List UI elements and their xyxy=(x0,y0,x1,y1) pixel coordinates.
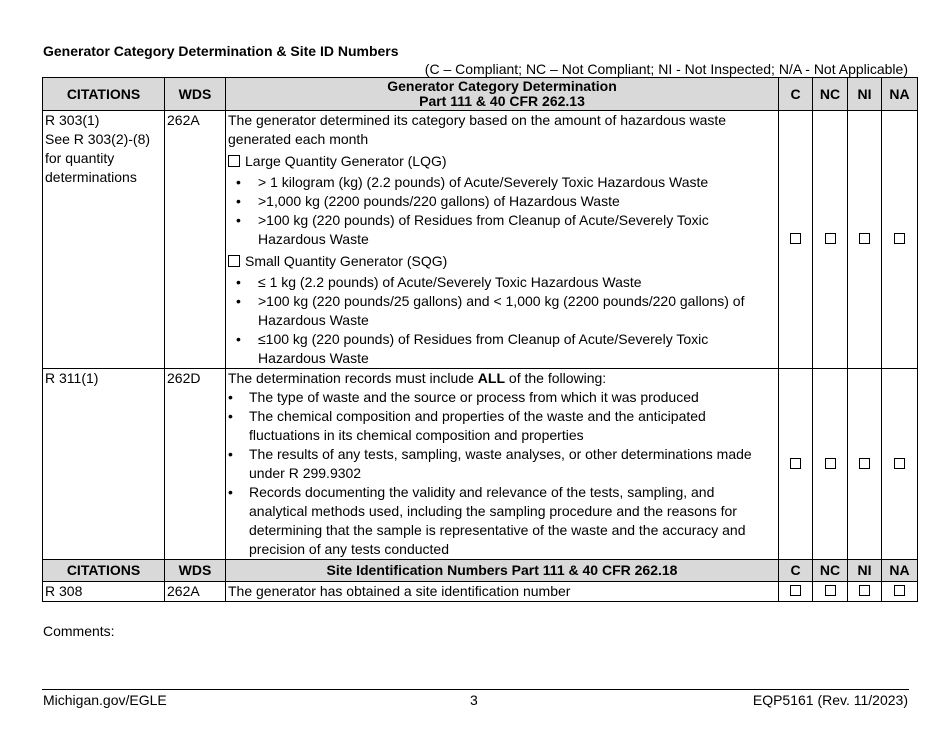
list-item: • >100 kg (220 pounds) of Residues from Cleanup of Acute/Severely Toxic Hazardous Waste xyxy=(228,211,776,249)
col-ni-header: NI xyxy=(848,560,882,582)
row2-ni-checkbox[interactable] xyxy=(859,458,870,469)
col-c-header: C xyxy=(779,560,813,582)
row1-ni-checkbox[interactable] xyxy=(859,233,870,244)
row1-nc-checkbox[interactable] xyxy=(825,233,836,244)
col-na-header: NA xyxy=(882,78,918,111)
row3-wds: 262A xyxy=(165,582,226,602)
row1-citation: R 303(1) See R 303(2)-(8) for quantity determinations xyxy=(43,111,165,369)
footer-divider xyxy=(42,689,909,690)
table-row xyxy=(43,111,918,369)
lqg-label: Large Quantity Generator (LQG) xyxy=(245,153,447,169)
page-number: 3 xyxy=(470,692,478,708)
row2-nc-checkbox[interactable] xyxy=(825,458,836,469)
row2-citation: R 311(1) xyxy=(43,369,165,560)
row3-na-checkbox[interactable] xyxy=(894,585,905,596)
page-title: Generator Category Determination & Site ID Numbers xyxy=(43,43,399,59)
row3-nc-cell xyxy=(813,582,848,602)
row2-ni-cell xyxy=(848,369,882,560)
sqg-criteria-list xyxy=(228,273,776,368)
row1-intro: The generator determined its category based on the amount of hazardous waste generated each month xyxy=(228,112,727,147)
row2-wds: 262D xyxy=(165,369,226,560)
row1-c-checkbox[interactable] xyxy=(790,233,801,244)
row2-nc-cell xyxy=(813,369,848,560)
section1-heading-line1: Generator Category Determination xyxy=(387,78,617,94)
footer-website-link[interactable]: Michigan.gov/EGLE xyxy=(43,692,167,708)
lqg-checkbox[interactable] xyxy=(228,155,240,167)
row1-nc-cell xyxy=(813,111,848,369)
list-item: • The results of any tests, sampling, waste analyses, or other determinations made under R 299.9302 xyxy=(228,445,776,483)
row3-requirement: The generator has obtained a site identification number xyxy=(226,582,779,602)
col-citations-header: CITATIONS xyxy=(43,78,165,111)
sqg-label: Small Quantity Generator (SQG) xyxy=(245,253,448,269)
row2-c-cell xyxy=(779,369,813,560)
section1-header-row xyxy=(43,78,918,111)
row1-na-checkbox[interactable] xyxy=(894,233,905,244)
col-na-header: NA xyxy=(882,560,918,582)
col-c-header: C xyxy=(779,78,813,111)
lqg-criteria-list xyxy=(228,173,776,249)
sqg-option[interactable] xyxy=(228,252,776,271)
list-item: • ≤ 1 kg (2.2 pounds) of Acute/Severely Toxic Hazardous Waste xyxy=(228,273,776,292)
row1-na-cell xyxy=(882,111,918,369)
section2-header-row xyxy=(43,560,918,582)
row3-nc-checkbox[interactable] xyxy=(825,585,836,596)
list-item: • > 1 kilogram (kg) (2.2 pounds) of Acute/Severely Toxic Hazardous Waste xyxy=(228,173,776,192)
row1-requirement xyxy=(226,111,779,369)
row1-wds: 262A xyxy=(165,111,226,369)
status-legend: (C – Compliant; NC – Not Compliant; NI - Not Inspected; N/A - Not Applicable) xyxy=(424,61,908,77)
list-item: • >100 kg (220 pounds/25 gallons) and < 1,000 kg (2200 pounds/220 gallons) of Hazardous Waste xyxy=(228,292,776,330)
row1-c-cell xyxy=(779,111,813,369)
row2-requirement xyxy=(226,369,779,560)
col-nc-header: NC xyxy=(813,78,848,111)
row1-ni-cell xyxy=(848,111,882,369)
row2-na-cell xyxy=(882,369,918,560)
col-nc-header: NC xyxy=(813,560,848,582)
col-wds-header: WDS xyxy=(165,560,226,582)
row2-na-checkbox[interactable] xyxy=(894,458,905,469)
comments-label: Comments: xyxy=(43,623,115,639)
table-row xyxy=(43,369,918,560)
row2-intro: The determination records must include ALL of the following: xyxy=(228,370,607,386)
lqg-option[interactable] xyxy=(228,152,776,171)
records-requirement-list xyxy=(228,388,776,559)
table-row xyxy=(43,582,918,602)
inspection-table xyxy=(42,77,918,602)
list-item: • The type of waste and the source or process from which it was produced xyxy=(228,388,776,407)
row3-na-cell xyxy=(882,582,918,602)
sqg-checkbox[interactable] xyxy=(228,255,240,267)
row3-ni-checkbox[interactable] xyxy=(859,585,870,596)
list-item: • The chemical composition and properties of the waste and the anticipated fluctuations in its chemical composition and properties xyxy=(228,407,776,445)
row2-c-checkbox[interactable] xyxy=(790,458,801,469)
row3-c-cell xyxy=(779,582,813,602)
section1-heading-line2: Part 111 & 40 CFR 262.13 xyxy=(419,93,585,109)
form-number: EQP5161 (Rev. 11/2023) xyxy=(752,692,908,708)
row3-ni-cell xyxy=(848,582,882,602)
col-ni-header: NI xyxy=(848,78,882,111)
col-citations-header: CITATIONS xyxy=(43,560,165,582)
list-item: • >1,000 kg (2200 pounds/220 gallons) of Hazardous Waste xyxy=(228,192,776,211)
row3-c-checkbox[interactable] xyxy=(790,585,801,596)
row3-citation: R 308 xyxy=(43,582,165,602)
list-item: • ≤100 kg (220 pounds) of Residues from Cleanup of Acute/Severely Toxic Hazardous Waste xyxy=(228,330,776,368)
col-wds-header: WDS xyxy=(165,78,226,111)
section2-heading: Site Identification Numbers Part 111 & 40 CFR 262.18 xyxy=(226,560,779,582)
col-requirement-header xyxy=(226,78,779,111)
list-item: • Records documenting the validity and relevance of the tests, sampling, and analytical methods used, including the sampling procedure and the reasons for determining that the sample is representative of the waste and the accuracy and precision of any tests conducted xyxy=(228,483,776,559)
